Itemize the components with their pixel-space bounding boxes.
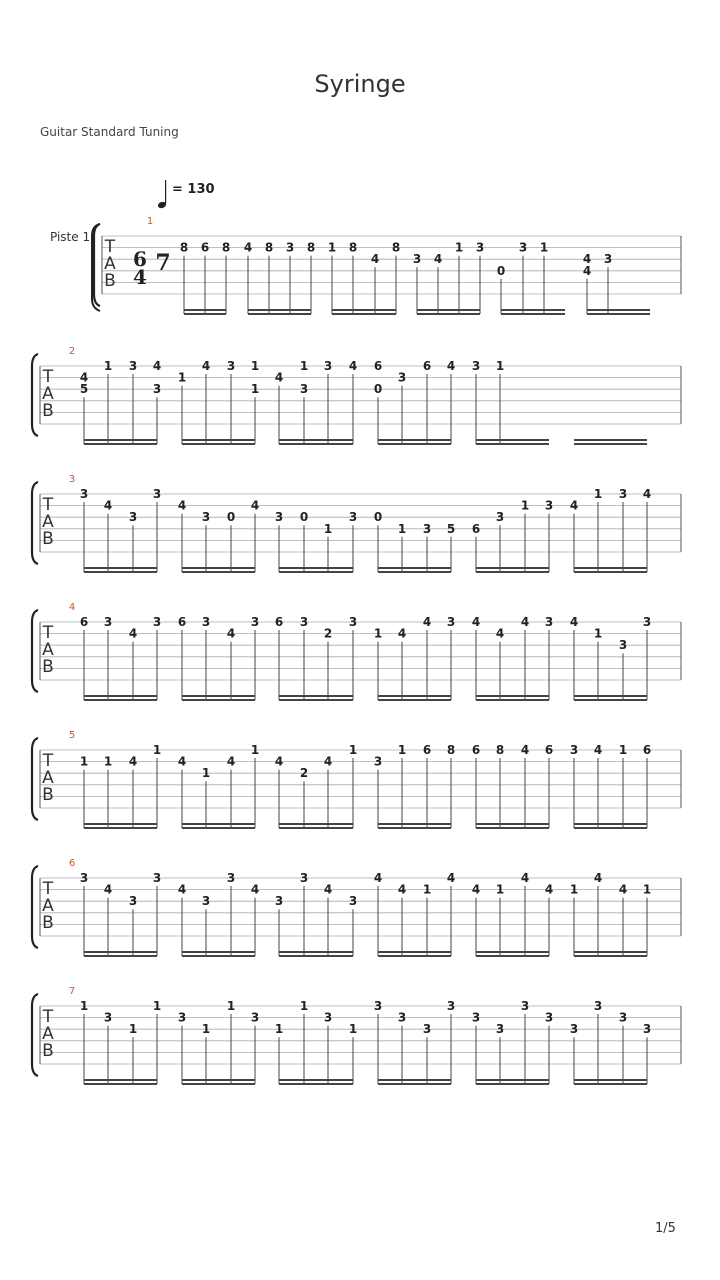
tab-system-2 <box>32 346 681 444</box>
fret-number: 3 <box>397 1010 407 1025</box>
fret-number: 4 <box>520 615 530 629</box>
tab-clef-letter: A <box>104 254 116 274</box>
time-signature-bottom: 4 <box>133 265 147 289</box>
track-name: Piste 1 <box>50 230 91 244</box>
fret-number: 6 <box>642 743 652 757</box>
system-bracket <box>32 354 38 436</box>
fret-number: 1 <box>495 359 505 373</box>
fret-number: 3 <box>348 894 358 909</box>
tuning-label: Guitar Standard Tuning <box>40 125 179 139</box>
fret-number: 8 <box>264 240 274 255</box>
tab-clef-letter: B <box>42 529 54 549</box>
fret-number: 4 <box>323 754 333 769</box>
fret-number: 1 <box>250 359 260 373</box>
fret-number: 4 <box>569 498 579 513</box>
fret-number: 1 <box>593 626 603 641</box>
tab-clef-letter: A <box>42 640 54 660</box>
fret-number: 4 <box>642 487 652 501</box>
fret-number: 3 <box>422 1022 432 1037</box>
fret-number: 1 <box>226 999 236 1013</box>
fret-number: 3 <box>446 999 456 1013</box>
fret-number: 4 <box>103 882 113 897</box>
fret-number: 6 <box>422 743 432 757</box>
tab-clef-letter: T <box>42 1007 54 1027</box>
fret-number: 5 <box>446 521 456 536</box>
fret-number: 1 <box>348 743 358 757</box>
fret-number: 3 <box>152 487 162 501</box>
fret-number: 1 <box>152 743 162 757</box>
fret-number: 1 <box>323 521 333 536</box>
fret-number: 6 <box>422 359 432 373</box>
fret-number: 3 <box>128 894 138 909</box>
fret-number: 8 <box>446 743 456 757</box>
fret-number: 4 <box>618 882 628 897</box>
fret-number: 8 <box>179 240 189 255</box>
tab-system-1 <box>50 216 681 314</box>
fret-number: 3 <box>603 252 613 267</box>
fret-number: 3 <box>475 240 485 255</box>
fret-number: 3 <box>348 615 358 629</box>
fret-number: 3 <box>323 359 333 373</box>
fret-number: 3 <box>103 1010 113 1025</box>
fret-number: 3 <box>422 521 432 536</box>
system-bracket <box>32 482 38 564</box>
fret-number: 3 <box>373 754 383 769</box>
fret-number: 3 <box>299 382 309 397</box>
fret-number: 3 <box>520 999 530 1013</box>
measure-number: 5 <box>68 730 76 741</box>
fret-number: 3 <box>593 999 603 1013</box>
tab-clef-letter: B <box>42 913 54 933</box>
fret-number: 1 <box>152 999 162 1013</box>
fret-number: 6 <box>200 240 210 255</box>
tab-clef-letter: B <box>42 657 54 677</box>
tab-clef-letter: B <box>42 1041 54 1061</box>
fret-number: 6 <box>471 743 481 757</box>
fret-number: 1 <box>103 359 113 373</box>
tempo-value: = 130 <box>172 182 215 197</box>
fret-number: 4 <box>274 370 284 385</box>
time-signature-extra: 7 <box>155 250 171 276</box>
tab-clef-letter: B <box>104 271 116 291</box>
fret-number: 4 <box>226 754 236 769</box>
fret-number: 1 <box>250 743 260 757</box>
fret-number: 3 <box>250 615 260 629</box>
tab-clef-letter: T <box>42 879 54 899</box>
fret-number: 4 <box>177 498 187 513</box>
fret-number: 8 <box>391 240 401 255</box>
fret-number: 1 <box>177 370 187 385</box>
system-bracket <box>94 224 100 306</box>
fret-number: 1 <box>299 359 309 373</box>
fret-number: 1 <box>299 999 309 1013</box>
fret-number: 3 <box>152 382 162 397</box>
fret-number: 6 <box>373 359 383 373</box>
fret-number: 6 <box>471 521 481 536</box>
fret-number: 4 <box>446 359 456 373</box>
fret-number: 4 <box>471 615 481 629</box>
fret-number: 3 <box>299 615 309 629</box>
fret-number: 3 <box>618 1010 628 1025</box>
fret-number: 3 <box>569 1022 579 1037</box>
fret-number: 3 <box>177 1010 187 1025</box>
tab-system-4 <box>32 602 681 700</box>
fret-number: 4 <box>593 743 603 757</box>
fret-number: 6 <box>79 615 89 629</box>
system-bracket <box>32 738 38 820</box>
fret-number: 3 <box>471 359 481 373</box>
fret-number: 8 <box>348 240 358 255</box>
measure-number: 3 <box>68 474 76 485</box>
fret-number: 4 <box>250 882 260 897</box>
fret-number: 1 <box>103 754 113 769</box>
tab-clef-letter: T <box>42 751 54 771</box>
fret-number: 3 <box>518 240 528 255</box>
measure-number: 1 <box>146 216 154 227</box>
fret-number: 3 <box>201 510 211 525</box>
fret-number: 3 <box>544 615 554 629</box>
fret-number: 4 <box>397 626 407 641</box>
song-title: Syringe <box>314 70 406 98</box>
fret-number: 3 <box>128 359 138 373</box>
fret-number: 0 <box>373 510 383 525</box>
fret-number: 1 <box>539 240 549 255</box>
tab-clef-letter: A <box>42 384 54 404</box>
fret-number: 1 <box>422 882 432 897</box>
tab-system-3 <box>32 474 681 572</box>
fret-number: 1 <box>618 743 628 757</box>
fret-number: 5 <box>79 382 89 397</box>
fret-number: 0 <box>496 263 506 278</box>
fret-number: 3 <box>79 871 89 885</box>
tab-clef-letter: A <box>42 896 54 916</box>
fret-number: 4 <box>582 263 592 278</box>
fret-number: 1 <box>79 754 89 769</box>
fret-number: 3 <box>495 1022 505 1037</box>
fret-number: 3 <box>569 743 579 757</box>
page-number: 1/5 <box>655 1221 676 1236</box>
fret-number: 6 <box>544 743 554 757</box>
fret-number: 4 <box>397 882 407 897</box>
fret-number: 4 <box>177 882 187 897</box>
fret-number: 4 <box>128 626 138 641</box>
fret-number: 2 <box>323 626 333 641</box>
fret-number: 4 <box>152 359 162 373</box>
measure-number: 6 <box>68 858 76 869</box>
fret-number: 1 <box>250 382 260 397</box>
fret-number: 1 <box>201 766 211 781</box>
tab-clef-letter: B <box>42 785 54 805</box>
fret-number: 3 <box>642 615 652 629</box>
fret-number: 3 <box>397 370 407 385</box>
fret-number: 1 <box>274 1022 284 1037</box>
fret-number: 4 <box>373 871 383 885</box>
fret-number: 3 <box>471 1010 481 1025</box>
fret-number: 4 <box>433 252 443 267</box>
fret-number: 3 <box>446 615 456 629</box>
fret-number: 1 <box>128 1022 138 1037</box>
fret-number: 1 <box>520 498 530 513</box>
system-bracket <box>32 610 38 692</box>
fret-number: 8 <box>306 240 316 255</box>
fret-number: 0 <box>373 382 383 397</box>
fret-number: 1 <box>642 882 652 897</box>
fret-number: 4 <box>250 498 260 513</box>
fret-number: 4 <box>79 370 89 385</box>
fret-number: 3 <box>201 615 211 629</box>
fret-number: 3 <box>412 252 422 267</box>
fret-number: 4 <box>103 498 113 513</box>
fret-number: 6 <box>177 615 187 629</box>
fret-number: 4 <box>422 615 432 629</box>
fret-number: 1 <box>569 882 579 897</box>
system-bracket <box>32 866 38 948</box>
fret-number: 3 <box>285 240 295 255</box>
fret-number: 4 <box>370 252 380 267</box>
fret-number: 3 <box>618 638 628 653</box>
fret-number: 1 <box>397 743 407 757</box>
fret-number: 4 <box>593 871 603 885</box>
fret-number: 4 <box>471 882 481 897</box>
fret-number: 3 <box>79 487 89 501</box>
fret-number: 0 <box>226 510 236 525</box>
tab-clef-letter: A <box>42 768 54 788</box>
fret-number: 3 <box>544 1010 554 1025</box>
fret-number: 3 <box>201 894 211 909</box>
fret-number: 2 <box>299 766 309 781</box>
fret-number: 4 <box>569 615 579 629</box>
fret-number: 1 <box>348 1022 358 1037</box>
tab-clef-letter: A <box>42 512 54 532</box>
fret-number: 3 <box>152 871 162 885</box>
fret-number: 0 <box>299 510 309 525</box>
fret-number: 3 <box>226 359 236 373</box>
fret-number: 4 <box>544 882 554 897</box>
fret-number: 3 <box>103 615 113 629</box>
fret-number: 1 <box>373 626 383 641</box>
fret-number: 3 <box>348 510 358 525</box>
fret-number: 3 <box>323 1010 333 1025</box>
fret-number: 3 <box>274 510 284 525</box>
tab-system-5 <box>32 730 681 828</box>
fret-number: 8 <box>495 743 505 757</box>
fret-number: 1 <box>201 1022 211 1037</box>
tab-clef-letter: T <box>104 237 116 257</box>
fret-number: 3 <box>373 999 383 1013</box>
fret-number: 3 <box>642 1022 652 1037</box>
tab-clef-letter: T <box>42 623 54 643</box>
fret-number: 3 <box>299 871 309 885</box>
fret-number: 4 <box>323 882 333 897</box>
fret-number: 4 <box>128 754 138 769</box>
measure-number: 7 <box>68 986 76 997</box>
fret-number: 3 <box>250 1010 260 1025</box>
fret-number: 4 <box>177 754 187 769</box>
tempo-marking <box>157 180 215 209</box>
tab-clef-letter: A <box>42 1024 54 1044</box>
fret-number: 1 <box>327 240 337 255</box>
fret-number: 3 <box>618 487 628 501</box>
fret-number: 6 <box>274 615 284 629</box>
fret-number: 4 <box>274 754 284 769</box>
fret-number: 1 <box>495 882 505 897</box>
tab-clef-letter: T <box>42 495 54 515</box>
tab-clef-letter: B <box>42 401 54 421</box>
fret-number: 3 <box>274 894 284 909</box>
fret-number: 3 <box>226 871 236 885</box>
fret-number: 1 <box>593 487 603 501</box>
measure-number: 2 <box>68 346 76 357</box>
fret-number: 4 <box>495 626 505 641</box>
fret-number: 4 <box>520 871 530 885</box>
fret-number: 4 <box>348 359 358 373</box>
tab-system-6 <box>32 858 681 956</box>
fret-number: 1 <box>79 999 89 1013</box>
fret-number: 3 <box>544 498 554 513</box>
tab-system-7 <box>32 986 681 1084</box>
fret-number: 4 <box>226 626 236 641</box>
fret-number: 3 <box>128 510 138 525</box>
measure-number: 4 <box>68 602 76 613</box>
tab-clef-letter: T <box>42 367 54 387</box>
fret-number: 4 <box>201 359 211 373</box>
system-bracket <box>32 994 38 1076</box>
fret-number: 8 <box>221 240 231 255</box>
fret-number: 4 <box>582 252 592 267</box>
fret-number: 4 <box>243 240 253 255</box>
fret-number: 3 <box>495 510 505 525</box>
fret-number: 4 <box>446 871 456 885</box>
time-signature-top: 6 <box>133 247 147 271</box>
fret-number: 1 <box>397 521 407 536</box>
fret-number: 3 <box>152 615 162 629</box>
fret-number: 4 <box>520 743 530 757</box>
fret-number: 1 <box>454 240 464 255</box>
